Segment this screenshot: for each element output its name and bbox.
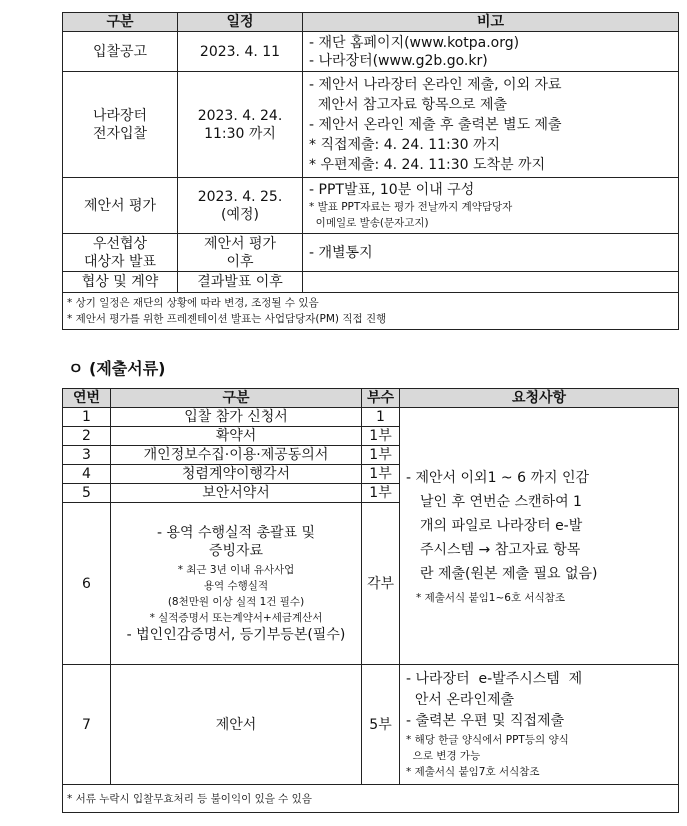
doc-name: 청렴계약이행각서 [111, 465, 362, 484]
doc-name: - 용역 수행실적 총괄표 및 증빙자료 * 최근 3년 이내 유사사업 용역 수행실적 (8천만원 이상 실적 1건 필수) * 실적증명서 또는계약서+세금계산서 - 법인인감증명서, 등기부등본(필수) [111, 503, 362, 665]
date-cell: 2023. 4. 24. 11:30 까지 [178, 72, 303, 178]
schedule-row-announcement [63, 32, 679, 72]
doc-no: 3 [63, 446, 111, 465]
doc-name: 보안서약서 [111, 484, 362, 503]
doc-name: 제안서 [111, 665, 362, 785]
header-name: 구분 [111, 389, 362, 408]
document-row-7 [63, 665, 679, 785]
header-notes: 비고 [303, 13, 679, 32]
notes-cell: - PPT발표, 10분 이내 구성 * 발표 PPT자료는 평가 전날까지 계약담당자 이메일로 발송(문자고지) [303, 178, 679, 234]
documents-footnote: * 서류 누락시 입찰무효처리 등 불이익이 있을 수 있음 [63, 785, 679, 813]
category-cell: 나라장터 전자입찰 [63, 72, 178, 178]
schedule-row-contract [63, 272, 679, 293]
date-cell: 제안서 평가 이후 [178, 234, 303, 272]
doc-copies: 각부 [362, 503, 400, 665]
notes-cell: - 개별통지 [303, 234, 679, 272]
documents-header-row [63, 389, 679, 408]
doc-no: 5 [63, 484, 111, 503]
schedule-row-e-bidding [63, 72, 679, 178]
doc-copies: 5부 [362, 665, 400, 785]
doc-no: 7 [63, 665, 111, 785]
documents-table [62, 388, 679, 813]
category-cell: 우선협상 대상자 발표 [63, 234, 178, 272]
doc-no: 4 [63, 465, 111, 484]
category-cell: 제안서 평가 [63, 178, 178, 234]
doc-name: 개인정보수집·이용·제공동의서 [111, 446, 362, 465]
doc-no: 2 [63, 427, 111, 446]
schedule-table [62, 12, 679, 330]
date-cell: 2023. 4. 25. (예정) [178, 178, 303, 234]
schedule-footnote-row [63, 293, 679, 330]
schedule-footnotes: * 상기 일정은 재단의 상황에 따라 변경, 조정될 수 있음 * 제안서 평가를 위한 프레젠테이션 발표는 사업담당자(PM) 직접 진행 [63, 293, 679, 330]
notes-cell: - 재단 홈페이지(www.kotpa.org) - 나라장터(www.g2b.go.kr) [303, 32, 679, 72]
category-cell: 입찰공고 [63, 32, 178, 72]
header-no: 연번 [63, 389, 111, 408]
doc-copies: 1 [362, 408, 400, 427]
document-row-1 [63, 408, 679, 427]
doc-copies: 1부 [362, 446, 400, 465]
header-date: 일정 [178, 13, 303, 32]
header-category: 구분 [63, 13, 178, 32]
section-title-documents: ㅇ (제출서류) [68, 359, 166, 378]
schedule-row-evaluation [63, 178, 679, 234]
doc-name: 확약서 [111, 427, 362, 446]
doc-no: 1 [63, 408, 111, 427]
notes-cell [303, 272, 679, 293]
schedule-header-row [63, 13, 679, 32]
doc-no: 6 [63, 503, 111, 665]
doc-copies: 1부 [362, 465, 400, 484]
documents-footnote-row [63, 785, 679, 813]
doc-name: 입찰 참가 신청서 [111, 408, 362, 427]
request-cell-7: - 나라장터 e-발주시스템 제 안서 온라인제출 - 출력본 우편 및 직접제출 * 해당 한글 양식에서 PPT등의 양식 으로 변경 가능 * 제출서식 붙임7호 서식참조 [400, 665, 679, 785]
category-cell: 협상 및 계약 [63, 272, 178, 293]
notes-cell: - 제안서 나라장터 온라인 제출, 이외 자료 제안서 참고자료 항목으로 제출 - 제안서 온라인 제출 후 출력본 별도 제출 * 직접제출: 4. 24. 11:30 까지 * 우편제출: 4. 24. 11:30 도착분 까지 [303, 72, 679, 178]
doc-copies: 1부 [362, 427, 400, 446]
schedule-row-priority-negotiation [63, 234, 679, 272]
header-request: 요청사항 [400, 389, 679, 408]
header-copies: 부수 [362, 389, 400, 408]
doc-copies: 1부 [362, 484, 400, 503]
request-cell-1-6: - 제안서 이외1 ~ 6 까지 인감 날인 후 연번순 스캔하여 1 개의 파일로 나라장터 e-발 주시스템 → 참고자료 항목 란 제출(원본 제출 필요 없음) * 제출서식 붙임1~6호 서식참조 [400, 408, 679, 665]
date-cell: 결과발표 이후 [178, 272, 303, 293]
date-cell: 2023. 4. 11 [178, 32, 303, 72]
